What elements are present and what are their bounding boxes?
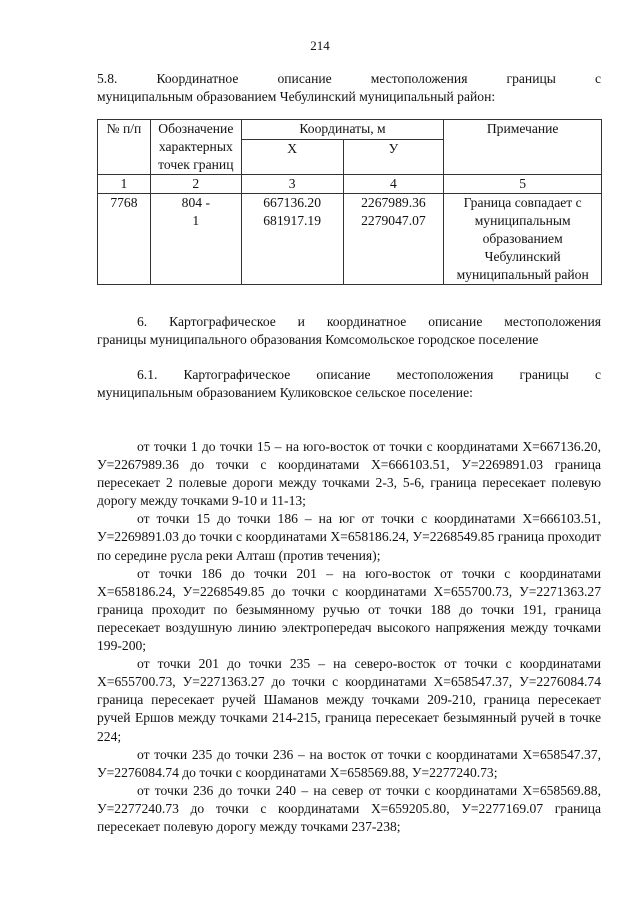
- index-cell: 1: [98, 175, 151, 194]
- designation-line-1: 804 -: [181, 195, 210, 210]
- boundary-paragraph: от точки 186 до точки 201 – на юго-восток от точки с координатами Х=658186.24, У=2268549.85 до точки с координатами Х=655700.73, У=2271363.27 граница проходит по безымянному ручью от точки 188 до точки 191, граница пересекает воздушную линию электропередач высокого напряжения между точками 199-200;: [97, 565, 601, 654]
- row-x: [241, 194, 343, 285]
- coordinates-table: [97, 119, 602, 285]
- designation-line-2: 1: [192, 213, 200, 228]
- row-designation: [150, 194, 241, 285]
- index-cell: 2: [150, 175, 241, 194]
- boundary-paragraph: от точки 1 до точки 15 – на юго-восток от точки с координатами Х=667136.20, У=2267989.36 до точки с координатами Х=666103.51, У=2269891.03 граница пересекает 2 полевые дороги между точками 2-3, 5-6, граница пересекает полевую дорогу между точками 9-10 и 11-13;: [97, 439, 601, 509]
- row-num: 7768: [98, 194, 151, 285]
- row-y: [343, 194, 444, 285]
- section-5-8-line-2: муниципальным образованием Чебулинский муниципальный район:: [97, 89, 496, 104]
- x-line-1: 667136.20: [263, 195, 322, 210]
- page-number: 214: [310, 38, 330, 53]
- section-6-1-heading: [97, 366, 601, 402]
- section-6-line-1: 6. Картографическое и координатное описание местоположения: [137, 314, 601, 329]
- section-6-heading: [97, 313, 601, 349]
- y-line-1: 2267989.36: [361, 195, 426, 210]
- boundary-paragraph: от точки 235 до точки 236 – на восток от точки с координатами Х=658547.37, У=2276084.74 до точки с координатами Х=658569.88, У=2277240.73;: [97, 746, 601, 780]
- section-5-8-heading: [97, 70, 601, 106]
- header-designation: Обозначение характерных точек границ: [150, 120, 241, 175]
- row-note: Граница совпадает с муниципальным образованием Чебулинский муниципальный район: [444, 194, 602, 285]
- header-coordinates: Координаты, м: [241, 120, 444, 140]
- section-6-1-line-1: 6.1. Картографическое описание местоположения границы с: [137, 367, 601, 382]
- header-x: X: [241, 140, 343, 175]
- boundary-paragraph: от точки 236 до точки 240 – на север от точки с координатами Х=658569.88, У=2277240.73 до точки с координатами Х=659205.80, У=2277169.07 граница пересекает полевую дорогу между точками 237-238;: [97, 782, 601, 834]
- x-line-2: 681917.19: [263, 213, 322, 228]
- index-row: [98, 175, 602, 194]
- section-5-8-line-1: 5.8. Координатное описание местоположения границы с: [97, 71, 601, 86]
- index-cell: 4: [343, 175, 444, 194]
- section-6-line-2: границы муниципального образования Комсомольское городское поселение: [97, 332, 539, 347]
- table-row: [98, 194, 602, 285]
- boundary-paragraph: от точки 15 до точки 186 – на юг от точки с координатами Х=666103.51, У=2269891.03 до точки с координатами Х=658186.24, У=2268549.85 граница проходит по середине русла реки Алташ (против течения);: [97, 511, 601, 563]
- index-cell: 5: [444, 175, 602, 194]
- index-cell: 3: [241, 175, 343, 194]
- header-num: № п/п: [98, 120, 151, 175]
- header-y: У: [343, 140, 444, 175]
- boundary-description: [97, 438, 601, 836]
- boundary-paragraph: от точки 201 до точки 235 – на северо-восток от точки с координатами Х=655700.73, У=2271363.27 до точки с координатами Х=658547.37, У=2276084.74 граница пересекает ручей Шаманов между точками 209-210, граница пересекает ручей Ершов между точками 214-215, граница пересекает безымянный ручей в точке 224;: [97, 656, 601, 744]
- header-note: Примечание: [444, 120, 602, 175]
- section-6-1-line-2: муниципальным образованием Куликовское сельское поселение:: [97, 385, 473, 400]
- y-line-2: 2279047.07: [361, 213, 426, 228]
